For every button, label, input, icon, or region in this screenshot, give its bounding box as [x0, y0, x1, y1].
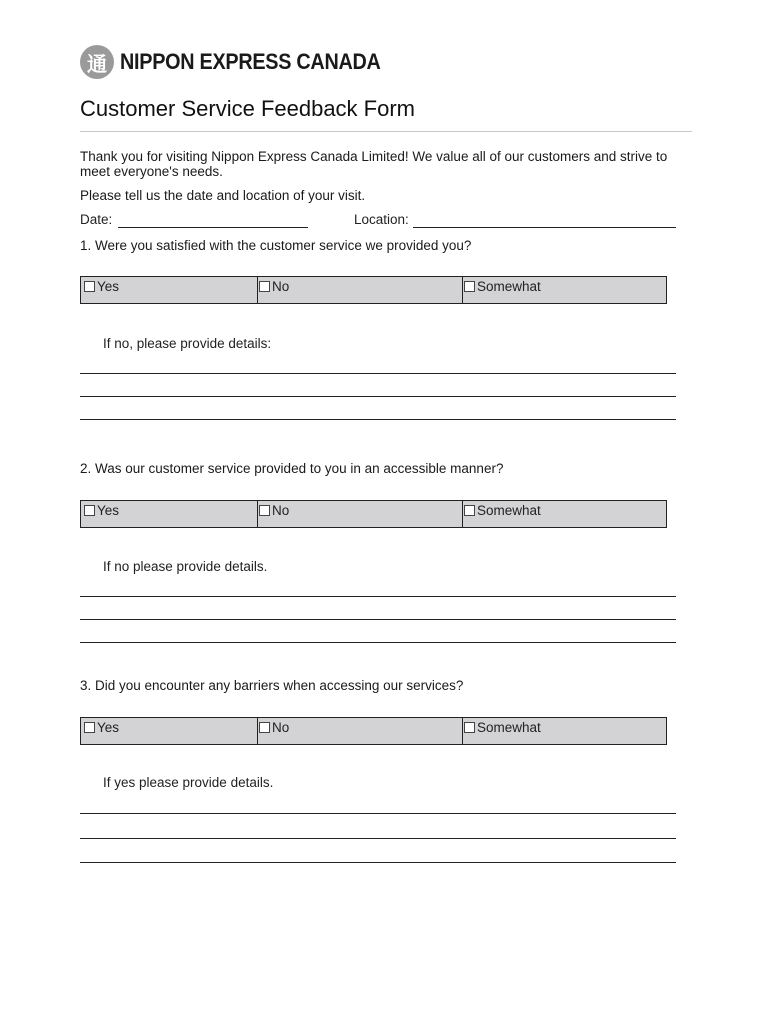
q3-detail-line-1[interactable] [80, 813, 676, 814]
q1-option-somewhat[interactable] [462, 277, 668, 303]
question-2-details-prompt: If no please provide details. [103, 559, 268, 574]
location-label: Location: [354, 212, 409, 227]
q3-detail-line-2[interactable] [80, 838, 676, 839]
q2-option-somewhat[interactable] [462, 501, 668, 527]
option-label: No [272, 279, 290, 294]
checkbox-icon[interactable] [464, 505, 475, 516]
q2-detail-line-1[interactable] [80, 596, 676, 597]
option-label: Somewhat [477, 279, 541, 294]
question-2-options [80, 500, 667, 528]
q2-detail-line-3[interactable] [80, 642, 676, 643]
option-label: Somewhat [477, 720, 541, 735]
question-3: 3. Did you encounter any barriers when accessing our services? [80, 678, 464, 693]
option-label: Yes [97, 720, 120, 735]
q1-detail-line-3[interactable] [80, 419, 676, 420]
q2-option-no[interactable] [257, 501, 463, 527]
question-1-options [80, 276, 667, 304]
checkbox-icon[interactable] [84, 281, 95, 292]
checkbox-icon[interactable] [84, 722, 95, 733]
q1-option-yes[interactable] [81, 277, 259, 303]
q1-option-no[interactable] [257, 277, 463, 303]
checkbox-icon[interactable] [259, 281, 270, 292]
company-logo [80, 44, 410, 80]
checkbox-icon[interactable] [464, 722, 475, 733]
date-field[interactable] [118, 227, 308, 228]
q2-detail-line-2[interactable] [80, 619, 676, 620]
option-label: Yes [97, 503, 120, 518]
title-divider [80, 131, 692, 132]
option-label: Somewhat [477, 503, 541, 518]
option-label: No [272, 503, 290, 518]
option-label: No [272, 720, 290, 735]
logo-emblem-icon: 通 [80, 45, 114, 79]
q3-option-yes[interactable] [81, 718, 259, 744]
checkbox-icon[interactable] [259, 505, 270, 516]
question-2: 2. Was our customer service provided to you in an accessible manner? [80, 461, 504, 476]
checkbox-icon[interactable] [464, 281, 475, 292]
question-1-details-prompt: If no, please provide details: [103, 336, 272, 351]
option-label: Yes [97, 279, 120, 294]
q1-detail-line-2[interactable] [80, 396, 676, 397]
date-location-row [80, 212, 680, 230]
location-field[interactable] [413, 227, 676, 228]
checkbox-icon[interactable] [259, 722, 270, 733]
company-name: NIPPON EXPRESS CANADA [120, 49, 381, 74]
question-1: 1. Were you satisfied with the customer service we provided you? [80, 238, 472, 253]
visit-prompt: Please tell us the date and location of your visit. [80, 188, 366, 203]
q3-option-somewhat[interactable] [462, 718, 668, 744]
intro-text: Thank you for visiting Nippon Express Canada Limited! We value all of our customers and strive to meet everyone's needs. [80, 149, 668, 179]
question-3-options [80, 717, 667, 745]
checkbox-icon[interactable] [84, 505, 95, 516]
q2-option-yes[interactable] [81, 501, 259, 527]
date-label: Date: [80, 212, 113, 227]
q1-detail-line-1[interactable] [80, 373, 676, 374]
q3-detail-line-3[interactable] [80, 862, 676, 863]
question-3-details-prompt: If yes please provide details. [103, 775, 274, 790]
q3-option-no[interactable] [257, 718, 463, 744]
page-title: Customer Service Feedback Form [80, 96, 415, 121]
